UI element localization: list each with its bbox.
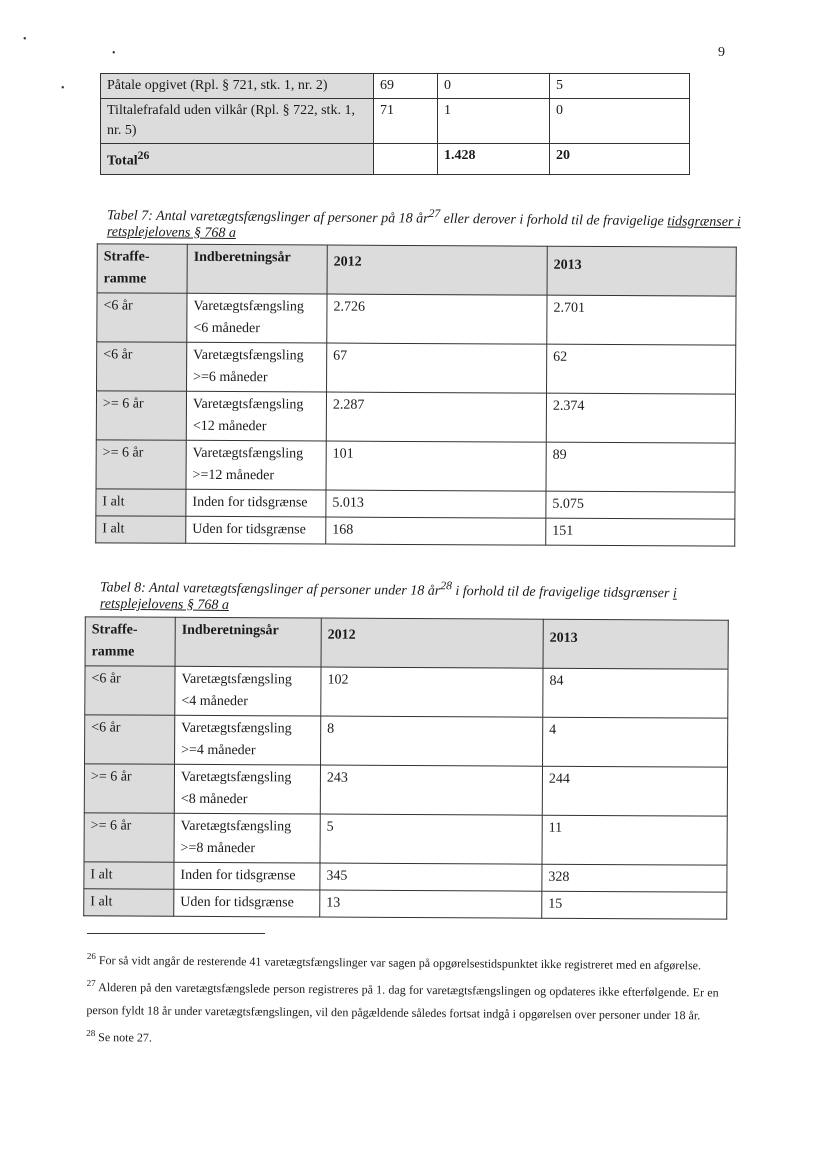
table-row <box>96 391 735 443</box>
cell-2012: 5 <box>320 814 542 864</box>
table7-caption: Tabel 7: Antal varetægtsfængslinger af personer på 18 $år^{27}$ eller derover i forhold til de fravigelige tidsgrænser i retsplejelovens § 768 a <box>106 207 741 241</box>
cell-2012: 5.013 <box>326 490 546 518</box>
total-label: Total$^{26}$ <box>101 144 374 175</box>
cell-type: Varetægtsfængsling <8 måneder <box>174 764 320 814</box>
table-row-total <box>84 862 727 892</box>
table-row-total <box>96 516 735 546</box>
cell-ramme: >= 6 år <box>96 440 186 489</box>
cell-ramme: <6 år <box>97 293 187 342</box>
cell-ramme: <6 år <box>97 342 187 391</box>
table8 <box>83 616 729 919</box>
cell-ramme: <6 år <box>85 715 175 764</box>
col-header: 2013 <box>543 619 728 669</box>
col-header: Indberetningsår <box>175 617 321 667</box>
cell-type: Varetægtsfængsling >=6 måneder <box>187 342 327 392</box>
cell-type: Uden for tidsgrænse <box>174 889 320 917</box>
cell: 69 <box>374 74 438 99</box>
cell: 20 <box>550 144 690 175</box>
cell-2012: 168 <box>326 517 546 545</box>
col-header: Straffe-ramme <box>97 244 187 293</box>
table-row <box>84 813 727 865</box>
footnote-number: 27 <box>86 977 96 989</box>
cell-2013: 89 <box>546 442 735 492</box>
col-header: 2012 <box>327 245 547 295</box>
cell-ramme: >= 6 år <box>84 813 174 862</box>
cell-2013: 62 <box>547 344 736 394</box>
cell-2013: 11 <box>542 815 727 865</box>
cell-type: Uden for tidsgrænse <box>186 516 326 544</box>
table-row-total <box>101 144 690 175</box>
footnote-ref: 27 <box>428 207 441 221</box>
table-row <box>96 440 735 492</box>
cell <box>374 144 438 175</box>
cell-2013: 2.374 <box>546 393 735 443</box>
cell: 1 <box>438 99 550 144</box>
table-row <box>101 74 690 99</box>
cell-2012: 243 <box>320 765 542 815</box>
col-header: Straffe-ramme <box>85 617 175 666</box>
footnote-ref: 26 <box>137 149 150 162</box>
cell-2013: 328 <box>542 864 727 892</box>
cell-2012: 2.726 <box>327 294 547 344</box>
cell-2012: 102 <box>321 667 543 717</box>
cell-ramme: I alt <box>96 516 186 543</box>
cell-ramme: <6 år <box>85 666 175 715</box>
cell-2013: 5.075 <box>546 491 735 519</box>
table-row <box>101 99 690 144</box>
table-header-row <box>85 617 728 669</box>
table-row-total <box>96 489 735 519</box>
footnotes <box>86 945 719 1055</box>
table-row <box>85 666 728 718</box>
cell: 0 <box>550 99 690 144</box>
cell-ramme: I alt <box>96 489 186 516</box>
cell-type: Inden for tidsgrænse <box>174 862 320 890</box>
cell-2012: 2.287 <box>326 392 546 442</box>
cell-ramme: >= 6 år <box>84 764 174 813</box>
cell-2013: 2.701 <box>547 295 736 345</box>
table-row <box>97 293 736 345</box>
cell-type: Varetægtsfængsling <4 måneder <box>175 666 321 716</box>
table-row-total <box>84 889 727 919</box>
cell: 71 <box>374 99 438 144</box>
scan-speck: • <box>112 48 116 59</box>
continuation-table <box>100 73 690 175</box>
footnote: $^{28}$ Se note 27. <box>86 1027 152 1045</box>
cell-ramme: I alt <box>84 889 174 916</box>
cell-2012: 67 <box>327 343 547 393</box>
footnote-number: 26 <box>86 950 96 962</box>
cell-2013: 244 <box>542 766 727 816</box>
row-label: Påtale opgivet (Rpl. § 721, stk. 1, nr. 2) <box>101 74 374 99</box>
cell-type: Varetægtsfængsling >=8 måneder <box>174 813 320 863</box>
cell-type: Inden for tidsgrænse <box>186 489 326 517</box>
cell: 1.428 <box>438 144 550 175</box>
page-number: 9 <box>718 45 725 60</box>
table8-caption: Tabel 8: Antal varetægtsfængslinger af personer under 18 $år^{28}$ i forhold til de fravigelige tidsgrænser i retsplejelovens § 768 a <box>99 579 677 613</box>
cell-ramme: >= 6 år <box>96 391 186 440</box>
col-header: 2013 <box>547 246 736 296</box>
cell-2013: 15 <box>542 891 727 919</box>
footnote-ref: 28 <box>440 579 452 593</box>
footnote-number: 28 <box>86 1027 96 1039</box>
cell-type: Varetægtsfængsling <6 måneder <box>187 293 327 343</box>
scan-speck: • <box>61 83 65 94</box>
table7 <box>95 243 737 546</box>
cell-type: Varetægtsfængsling >=4 måneder <box>175 715 321 765</box>
col-header: 2012 <box>321 618 543 668</box>
cell-ramme: I alt <box>84 862 174 889</box>
scan-speck: • <box>23 34 27 45</box>
table-row <box>84 764 727 816</box>
cell-2012: 8 <box>321 716 543 766</box>
cell-type: Varetægtsfængsling >=12 måneder <box>186 440 326 490</box>
table-row <box>97 342 736 394</box>
footnote: $^{27}$ Alderen på den varetægtsfængslede person registreres på 1. dag for varetægtsfængslingen og opdateres ikke efterfølgende. Er en person fyldt 18 år under varetægtsfængslingen, vil den pågældende således fortsat indgå i opgørelsen over personer under 18 år. <box>86 977 719 1023</box>
footnote-divider <box>87 933 265 934</box>
cell-2012: 101 <box>326 441 546 491</box>
cell: 0 <box>438 74 550 99</box>
cell-type: Varetægtsfængsling <12 måneder <box>186 391 326 441</box>
cell-2012: 13 <box>320 890 542 918</box>
table-header-row <box>97 244 736 296</box>
row-label: Tiltalefrafald uden vilkår (Rpl. § 722, stk. 1, nr. 5) <box>101 99 374 144</box>
col-header: Indberetningsår <box>187 244 327 294</box>
cell: 5 <box>550 74 690 99</box>
cell-2013: 84 <box>543 668 728 718</box>
cell-2013: 4 <box>543 717 728 767</box>
cell-2013: 151 <box>546 518 735 546</box>
footnote: $^{26}$ For så vidt angår de resterende 41 varetægtsfængslinger var sagen på opgørelsestidspunktet ikke registreret med en afgørelse. <box>86 950 702 973</box>
cell-2012: 345 <box>320 863 542 891</box>
table-row <box>85 715 728 767</box>
